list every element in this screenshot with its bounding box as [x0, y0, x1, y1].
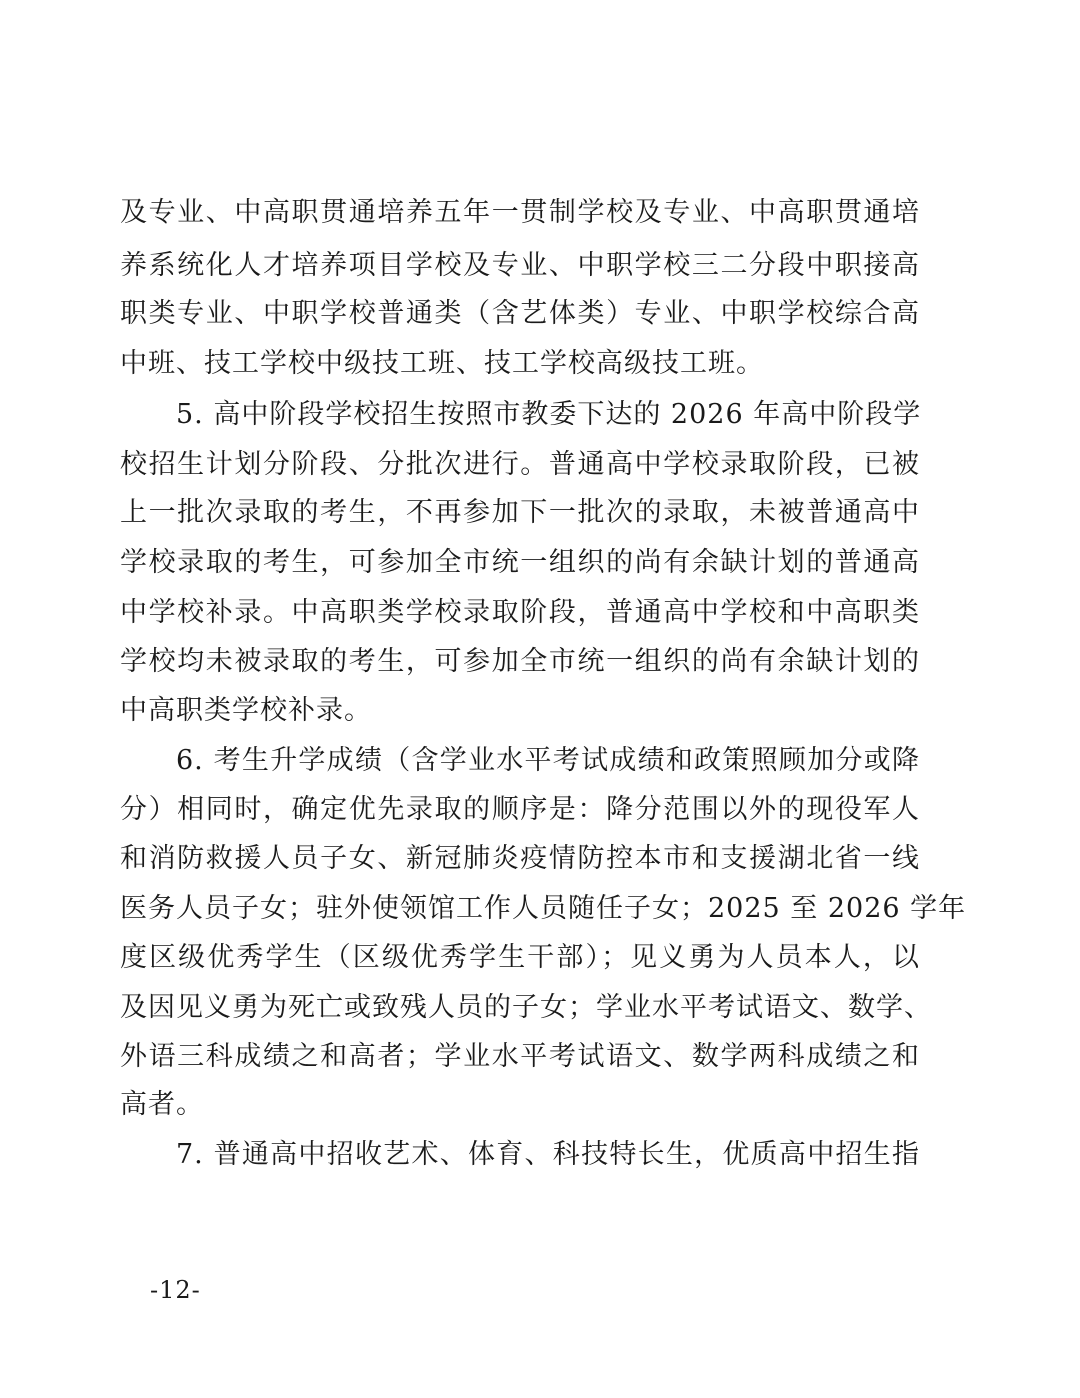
text-line: 分）相同时，确定优先录取的顺序是：降分范围以外的现役军人: [120, 794, 920, 825]
text-line: 职类专业、中职学校普通类（含艺体类）专业、中职学校综合高: [120, 298, 920, 329]
text-line: 高者。: [120, 1089, 204, 1120]
paragraph-5-first-line: 5. 高中阶段学校招生按照市教委下达的 2026 年高中阶段学: [176, 399, 922, 430]
paragraph-7-first-line: 7. 普通高中招收艺术、体育、科技特长生，优质高中招生指: [176, 1139, 920, 1170]
text-line: 和消防救援人员子女、新冠肺炎疫情防控本市和支援湖北省一线: [120, 843, 920, 874]
text-line: 及专业、中高职贯通培养五年一贯制学校及专业、中高职贯通培: [120, 197, 920, 228]
text-line: 养系统化人才培养项目学校及专业、中职学校三二分段中职接高: [120, 250, 920, 281]
text-line: 上一批次录取的考生，不再参加下一批次的录取，未被普通高中: [120, 497, 920, 528]
text-line: 中学校补录。中高职类学校录取阶段，普通高中学校和中高职类: [120, 597, 920, 628]
text-line: 学校均未被录取的考生，可参加全市统一组织的尚有余缺计划的: [120, 646, 920, 677]
text-line: 度区级优秀学生（区级优秀学生干部）；见义勇为人员本人，以: [120, 942, 920, 973]
text-line: 中高职类学校补录。: [120, 695, 372, 726]
page-number: -12-: [150, 1276, 201, 1304]
paragraph-6-first-line: 6. 考生升学成绩（含学业水平考试成绩和政策照顾加分或降: [176, 745, 920, 776]
text-line: 学校录取的考生，可参加全市统一组织的尚有余缺计划的普通高: [120, 547, 920, 578]
text-line: 医务人员子女；驻外使领馆工作人员随任子女；2025 至 2026 学年: [120, 893, 967, 924]
text-line: 校招生计划分阶段、分批次进行。普通高中学校录取阶段，已被: [120, 449, 920, 480]
text-line: 中班、技工学校中级技工班、技工学校高级技工班。: [120, 348, 764, 379]
text-line: 及因见义勇为死亡或致残人员的子女；学业水平考试语文、数学、: [120, 992, 932, 1023]
text-line: 外语三科成绩之和高者；学业水平考试语文、数学两科成绩之和: [120, 1041, 920, 1072]
